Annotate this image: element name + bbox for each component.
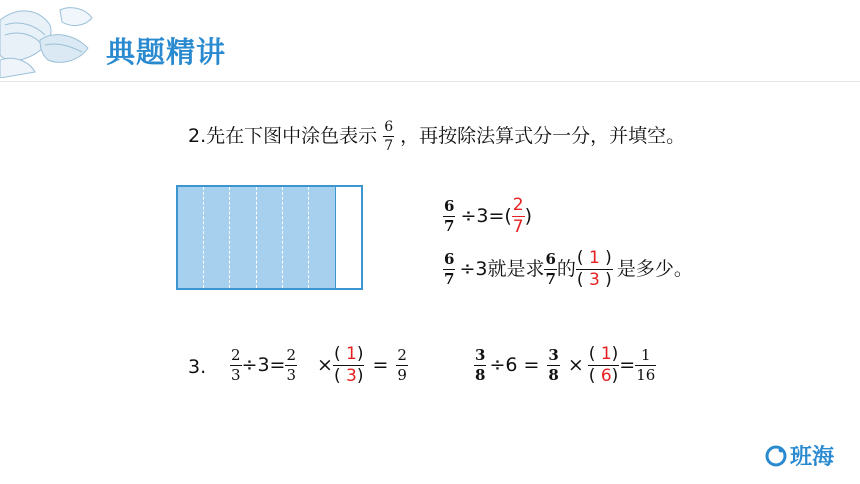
fraction-numerator: 3: [475, 346, 486, 364]
fraction: [285, 348, 297, 383]
equation-2-middle: ÷3就是求: [459, 258, 545, 280]
answer-value: 3: [346, 366, 357, 386]
fraction: [443, 252, 455, 287]
fraction-numerator: 3: [548, 346, 559, 364]
answer-value: 1: [588, 248, 600, 268]
flower-decoration-icon: [0, 0, 104, 78]
logo-ring-icon: [764, 444, 788, 468]
division-line: [335, 187, 336, 288]
fraction: [396, 348, 408, 383]
fraction: [544, 252, 556, 287]
division-line: [256, 187, 257, 288]
fraction-denominator: 16: [636, 366, 656, 384]
answer-fraction: [512, 197, 525, 236]
fraction-denominator: 7: [545, 270, 556, 288]
de-text: 的: [556, 258, 576, 280]
fraction-numerator: 1: [640, 346, 651, 364]
answer-denominator: ( 3): [333, 366, 364, 386]
fraction-numerator: 6: [444, 250, 455, 268]
answer-numerator: ( 1): [588, 344, 619, 364]
answer-value: 3: [588, 270, 600, 290]
answer-fraction: [588, 346, 620, 385]
logo-text: 班海: [790, 445, 835, 470]
operator-text: ÷3=: [241, 354, 286, 376]
times-sign: ×: [317, 354, 333, 376]
brand-logo: [764, 440, 834, 471]
header-divider: [0, 81, 860, 82]
equals-sign: =: [372, 354, 389, 376]
fraction-denominator: 7: [444, 270, 455, 288]
answer-numerator: 2: [512, 195, 524, 215]
equation-2-tail: 是多少。: [616, 258, 693, 280]
equation-2: [443, 250, 693, 289]
fraction: [635, 348, 656, 383]
answer-denominator: ( 6): [588, 366, 619, 386]
division-line: [203, 187, 204, 288]
operator-text: ÷6 =: [489, 354, 540, 376]
answer-numerator: ( 1): [333, 344, 364, 364]
times-sign: ×: [567, 354, 584, 376]
fraction-numerator: 2: [231, 346, 241, 364]
fraction-numerator: 6: [384, 119, 394, 135]
answer-value: 6: [600, 366, 612, 386]
fraction-denominator: 8: [475, 366, 486, 384]
page-title: 典题精讲: [106, 35, 227, 69]
fraction-numerator: 6: [545, 250, 556, 268]
question-2-suffix: ，再按除法算式分一分，并填空。: [400, 125, 686, 147]
equation-3b: [474, 346, 656, 385]
answer-denominator: 7: [512, 217, 524, 237]
operator-text: ÷3=(: [460, 205, 512, 227]
answer-fraction: [333, 346, 365, 385]
answer-numerator: ( 1 ): [576, 248, 612, 268]
fraction-denominator: 7: [384, 138, 394, 154]
question-3-label: 3.: [188, 356, 207, 378]
fraction-denominator: 3: [231, 366, 241, 384]
answer-denominator: ( 3 ): [576, 270, 612, 290]
question-2-fraction: [383, 120, 394, 153]
fraction: [443, 199, 455, 234]
fraction-denominator: 3: [286, 366, 297, 384]
answer-value: 1: [600, 344, 612, 364]
answer-value: 1: [346, 344, 357, 364]
equals-sign: =: [619, 354, 636, 376]
fraction-denominator: 9: [397, 366, 407, 384]
question-2-prompt: [188, 120, 685, 153]
fraction-numerator: 2: [397, 346, 407, 364]
equation-1: [443, 197, 532, 236]
question-2-prefix: 2.先在下图中涂色表示: [188, 125, 378, 147]
fraction-denominator: 8: [548, 366, 559, 384]
fraction-numerator: 2: [286, 346, 297, 364]
division-line: [282, 187, 283, 288]
fraction: [474, 348, 486, 383]
fraction: [230, 348, 242, 383]
fraction-denominator: 7: [444, 217, 455, 235]
fraction: [547, 348, 559, 383]
answer-fraction: [576, 250, 613, 289]
fraction-numerator: 6: [444, 197, 455, 215]
division-line: [229, 187, 230, 288]
division-line: [308, 187, 309, 288]
equation-3a: [230, 346, 408, 385]
close-paren: ): [524, 205, 533, 227]
fraction-rectangle: [176, 185, 363, 290]
